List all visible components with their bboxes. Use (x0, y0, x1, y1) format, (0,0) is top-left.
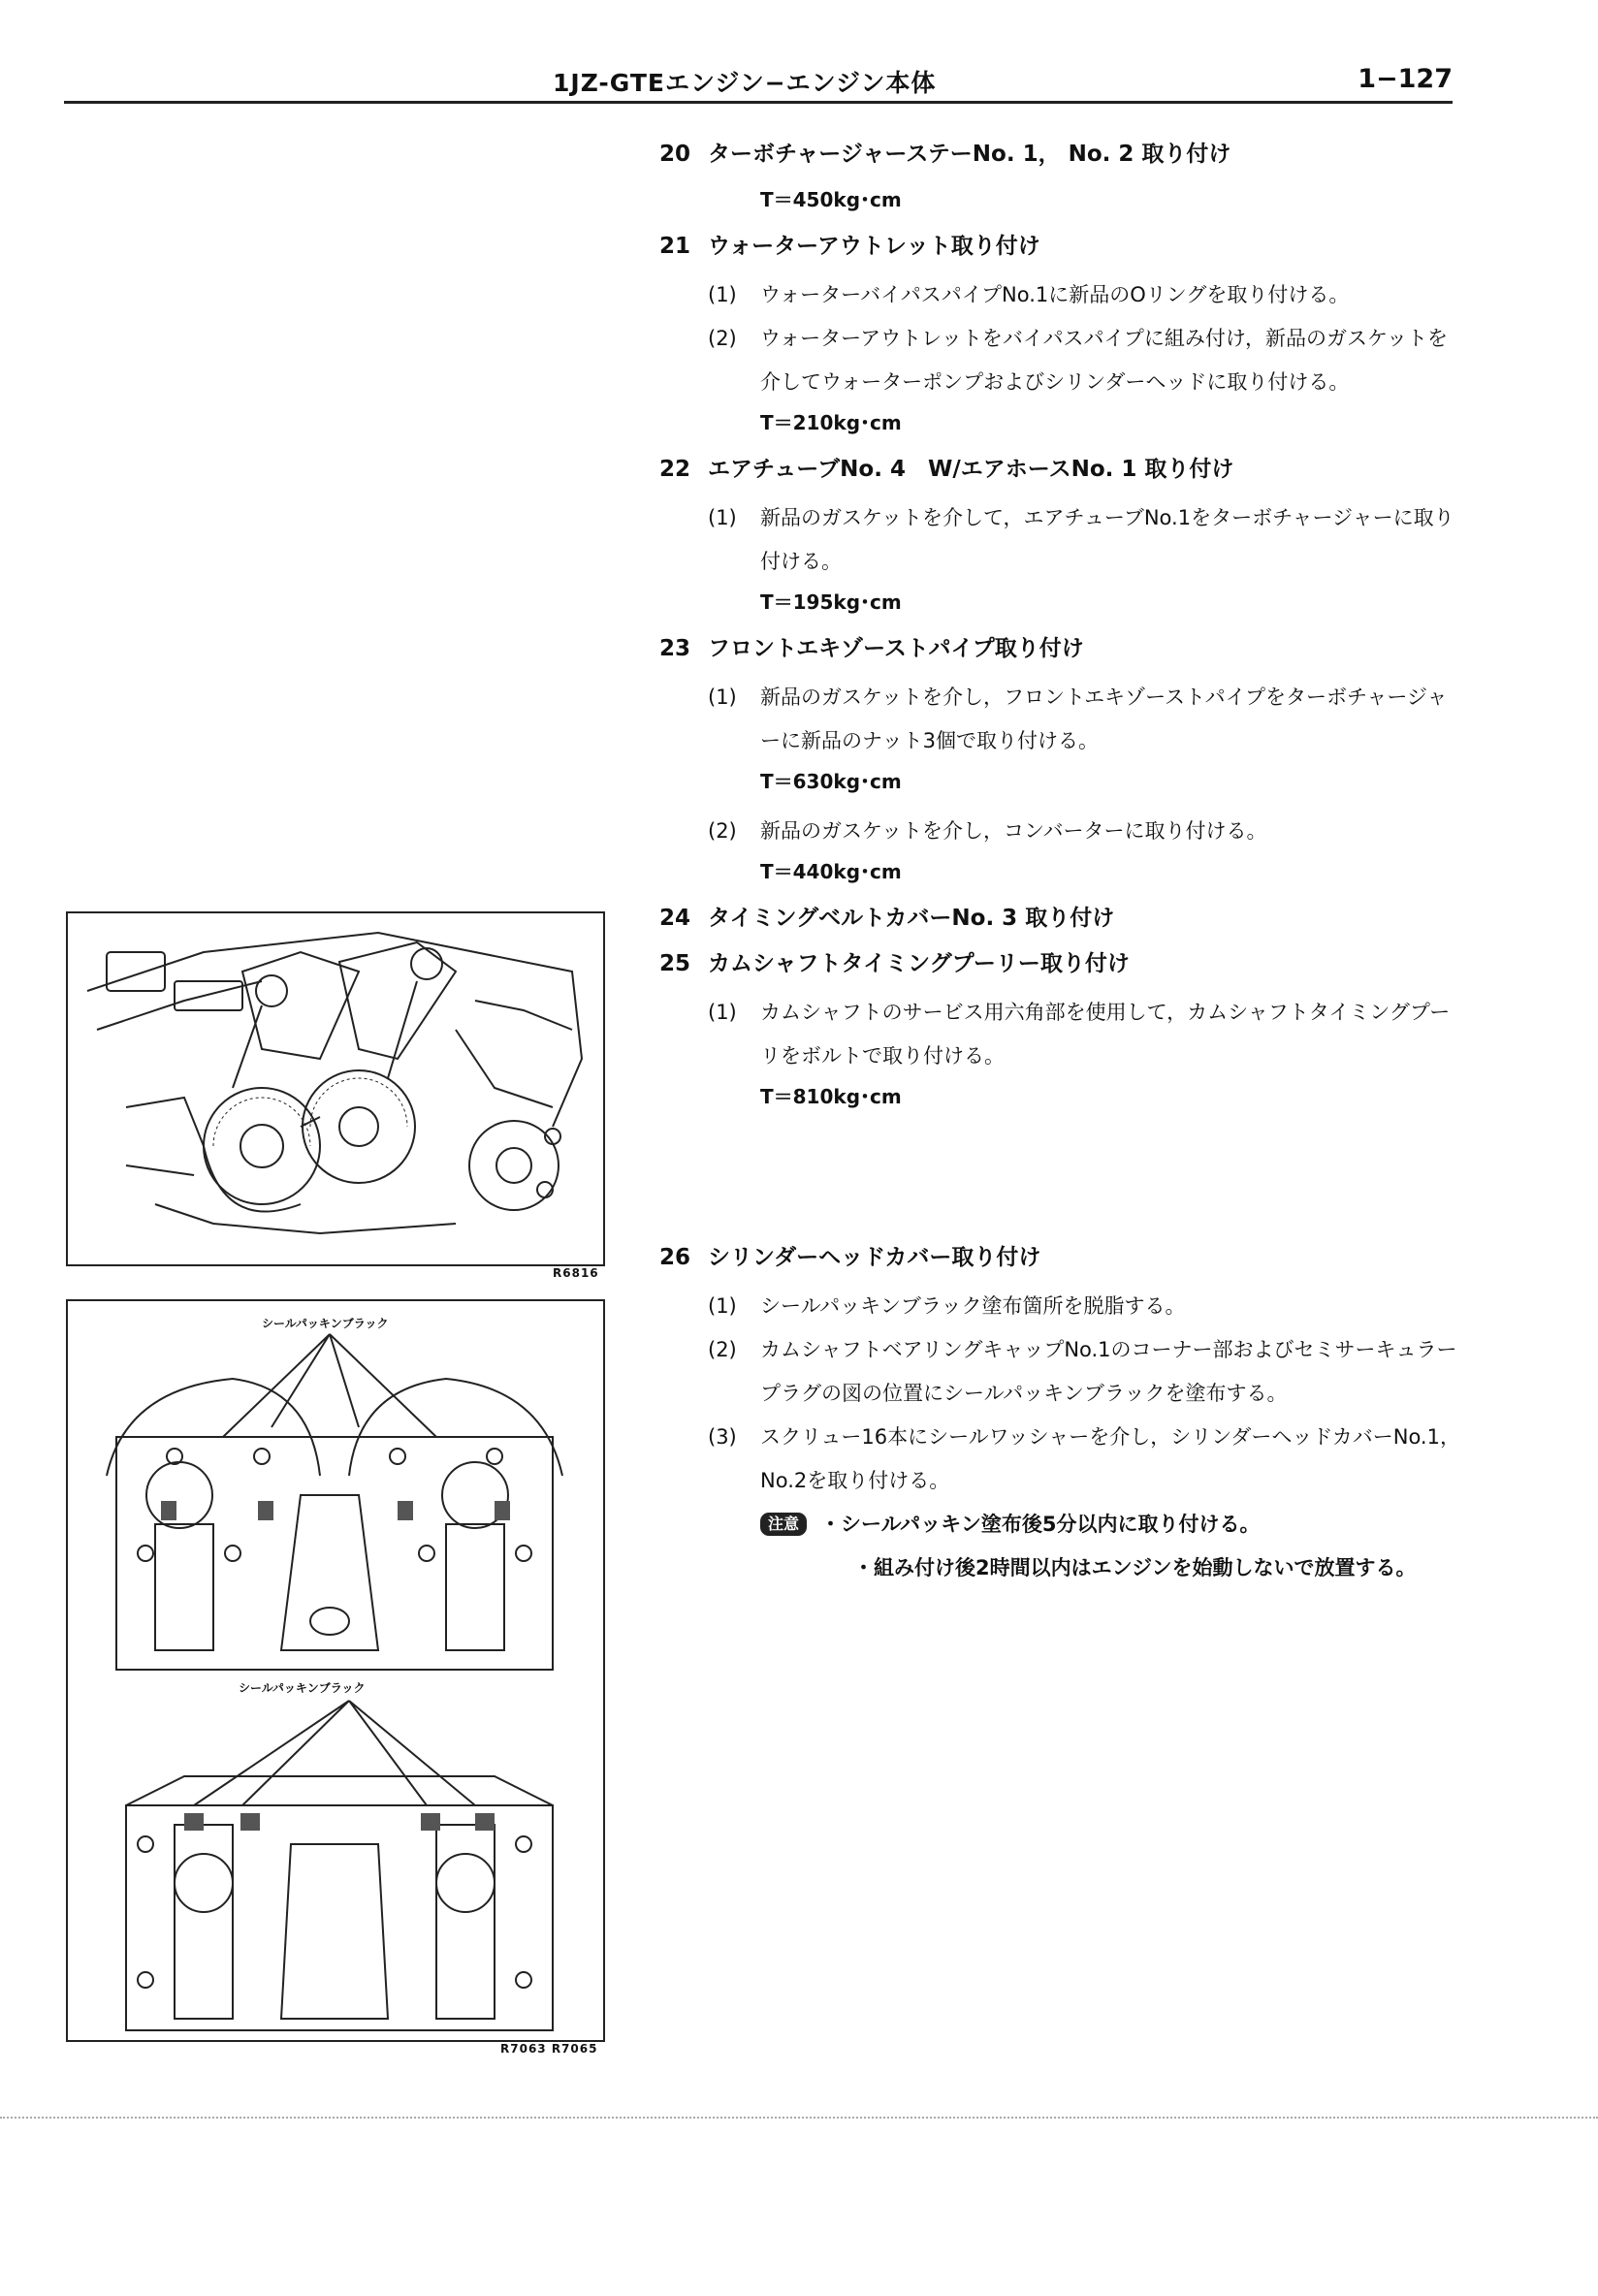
figure-seal-packing (66, 1299, 605, 2042)
torque-spec: T＝210kg･cm (760, 411, 902, 434)
header-title: 1JZ-GTEエンジン−エンジン本体 (553, 69, 937, 97)
figure-code: R7063 R7065 (500, 2042, 598, 2056)
caution-note: 注意 ・シールパッキン塗布後5分以内に取り付ける。 (760, 1503, 1464, 1547)
torque-spec: T＝810kg･cm (760, 1085, 902, 1108)
seal-packing-illustration (68, 1301, 603, 2040)
figure-pulley-install (66, 911, 605, 1266)
step-22: 22 エアチューブNo. 4 W/エアホースNo. 1 取り付け (1) 新品のガスケットを介して，エアチューブNo.1をターボチャージャーに取り付ける。 T＝195kg･cm (659, 451, 1464, 621)
torque-spec: T＝630kg･cm (760, 770, 902, 793)
pulley-install-illustration (68, 913, 603, 1264)
step-21: 21 ウォーターアウトレット取り付け (1) ウォーターバイパスパイプNo.1に新品のOリングを取り付ける。 (2) ウォーターアウトレットをバイパスパイプに組み付け，新品のガスケットを介してウォーターポンプおよびシリンダーヘッドに取り付ける。 T＝210kg･cm (659, 228, 1464, 441)
caution-badge: 注意 (760, 1513, 807, 1536)
figure-code: R6816 (553, 1266, 599, 1280)
header-rule (64, 101, 1453, 104)
torque-spec: T＝195kg･cm (760, 590, 902, 614)
step-24: 24 タイミングベルトカバーNo. 3 取り付け (659, 906, 1115, 931)
torque-spec: T＝440kg･cm (760, 860, 902, 883)
seal-packing-label: シールパッキンブラック (262, 1317, 389, 1330)
procedure-steps (659, 136, 1464, 1590)
step-25: 25 カムシャフトタイミングプーリー取り付け (1) カムシャフトのサービス用六角部を使用して，カムシャフトタイミングプーリをボルトで取り付ける。 T＝810kg･cm (659, 945, 1464, 1115)
caution-note-line: ・組み付け後2時間以内はエンジンを始動しないで放置する。 (853, 1556, 1417, 1579)
step-20: 20 ターボチャージャーステーNo. 1， No. 2 取り付け T＝450kg･cm (659, 136, 1464, 218)
seal-packing-label: シールパッキンブラック (239, 1681, 366, 1695)
page-number: 1−127 (1358, 64, 1453, 94)
step-26: 26 シリンダーヘッドカバー取り付け (1) シールパッキンブラック塗布箇所を脱脂する。 (2) カムシャフトベアリングキャップNo.1のコーナー部およびセミサーキュラープラグの図の位置にシールパッキンブラックを塗布する。 (3) スクリュー16本にシールワッシャーを介し，シリンダーヘッドカバーNo.1，No.2を取り付ける。 注意 ・シールパッキン塗布後5分以内に取り付ける。 ・組み付け後2時間以内はエンジンを始動しないで放置する。 (659, 1239, 1464, 1590)
page-bottom-rule (0, 2117, 1598, 2119)
step-23: 23 フロントエキゾーストパイプ取り付け (1) 新品のガスケットを介し，フロントエキゾーストパイプをターボチャージャーに新品のナット3個で取り付ける。 T＝630kg･cm (2) 新品のガスケットを介し，コンバーターに取り付ける。 T＝440kg･cm (659, 630, 1464, 890)
torque-spec: T＝450kg･cm (760, 188, 902, 211)
